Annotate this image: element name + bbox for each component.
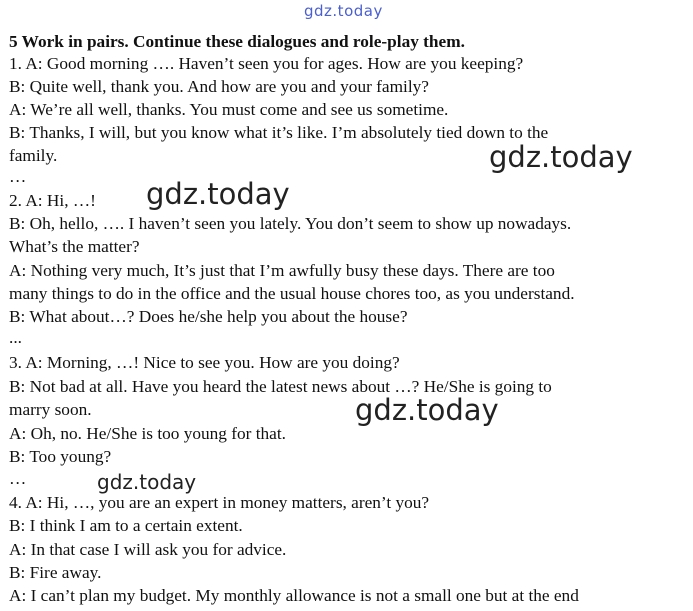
watermark: gdz.today [146,177,290,211]
watermark-top: gdz.today [304,2,383,20]
dialogue-line: 2. A: Hi, …! [9,191,96,210]
dialogue-line: 4. A: Hi, …, you are an expert in money matters, aren’t you? [9,493,430,512]
watermark: gdz.today [97,470,197,494]
dialogue-line: 3. A: Morning, …! Nice to see you. How are you doing? [9,353,400,372]
dialogue-ellipsis: ... [9,328,22,347]
dialogue-line: A: Oh, no. He/She is too young for that. [9,424,286,443]
dialogue-line: family. [9,146,58,165]
watermark: gdz.today [489,140,633,174]
dialogue-line: B: I think I am to a certain extent. [9,516,243,535]
dialogue-line: B: Fire away. [9,563,102,582]
exercise-heading: 5 Work in pairs. Continue these dialogues and role-play them. [9,32,465,51]
dialogue-line: B: Oh, hello, …. I haven’t seen you lately. You don’t seem to show up nowadays. [9,214,572,233]
dialogue-line: A: I can’t plan my budget. My monthly allowance is not a small one but at the end [9,586,579,605]
dialogue-line: A: In that case I will ask you for advice. [9,540,287,559]
dialogue-ellipsis: … [9,167,27,186]
watermark: gdz.today [355,393,499,427]
dialogue-line: marry soon. [9,400,92,419]
dialogue-line: A: Nothing very much, It’s just that I’m awfully busy these days. There are too [9,261,555,280]
dialogue-line: B: Too young? [9,447,112,466]
dialogue-ellipsis: … [9,469,27,488]
dialogue-line: A: We’re all well, thanks. You must come and see us sometime. [9,100,449,119]
dialogue-line: 1. A: Good morning …. Haven’t seen you for ages. How are you keeping? [9,54,524,73]
dialogue-line: What’s the matter? [9,237,140,256]
dialogue-line: B: What about…? Does he/she help you about the house? [9,307,408,326]
dialogue-line: B: Thanks, I will, but you know what it’s like. I’m absolutely tied down to the [9,123,549,142]
dialogue-line: B: Quite well, thank you. And how are you and your family? [9,77,429,96]
dialogue-line: B: Not bad at all. Have you heard the latest news about …? He/She is going to [9,377,552,396]
dialogue-line: many things to do in the office and the usual house chores too, as you understand. [9,284,575,303]
